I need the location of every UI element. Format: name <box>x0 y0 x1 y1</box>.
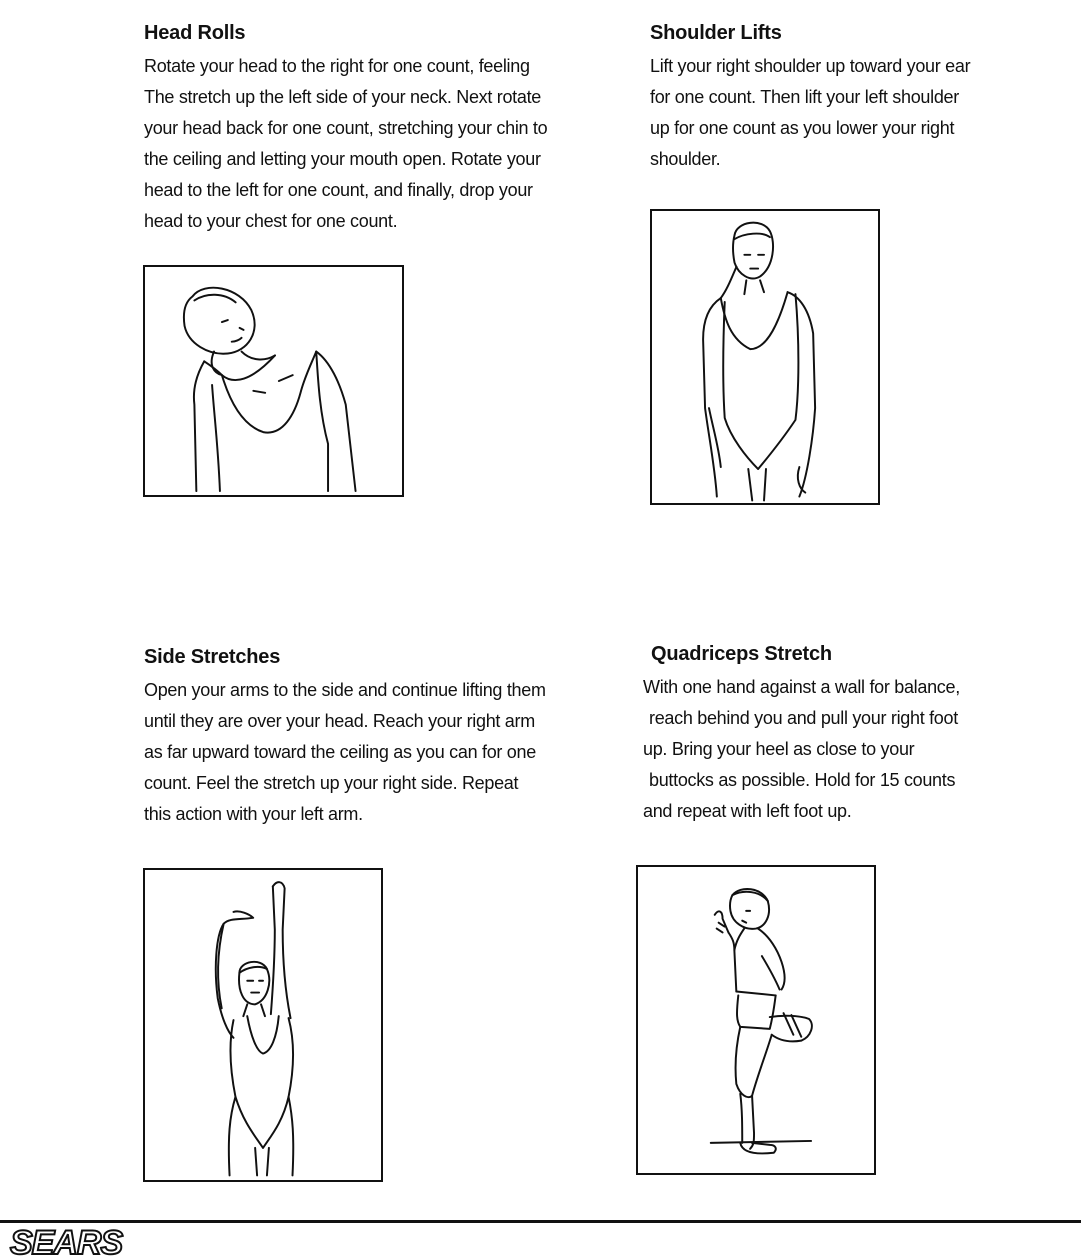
section-title: Side Stretches <box>144 646 281 668</box>
section-title: Head Rolls <box>144 22 246 44</box>
body-line: shoulder. <box>650 149 721 169</box>
body-line: head to your chest for one count. <box>144 211 398 231</box>
body-line: until they are over your head. Reach your right arm <box>144 711 535 731</box>
quadriceps-stretch-illustration <box>636 865 876 1175</box>
section-title: Shoulder Lifts <box>650 22 782 44</box>
quad-stretch-figure <box>638 867 874 1173</box>
shoulder-lift-figure <box>652 211 878 503</box>
section-title: Quadriceps Stretch <box>651 643 832 665</box>
body-line: With one hand against a wall for balance, <box>643 677 960 697</box>
section-body <box>144 675 546 830</box>
body-line: and repeat with left foot up. <box>643 801 852 821</box>
body-line: count. Feel the stretch up your right side. Repeat <box>144 773 519 793</box>
section-head-rolls <box>144 22 547 237</box>
body-line: reach behind you and pull your right foot <box>649 708 958 728</box>
shoulder-lifts-illustration <box>650 209 880 505</box>
body-line: the ceiling and letting your mouth open. Rotate your <box>144 149 541 169</box>
body-line: this action with your left arm. <box>144 804 363 824</box>
section-side-stretches <box>144 646 546 830</box>
body-line: Open your arms to the side and continue lifting them <box>144 680 546 700</box>
section-shoulder-lifts <box>650 22 970 175</box>
body-line: The stretch up the left side of your neck. Next rotate <box>144 87 542 107</box>
footer-rule <box>0 1220 1081 1223</box>
section-body <box>643 672 960 827</box>
sears-logo <box>8 1224 158 1258</box>
body-line: as far upward toward the ceiling as you can for one <box>144 742 536 762</box>
body-line: your head back for one count, stretching your chin to <box>144 118 548 138</box>
body-line: buttocks as possible. Hold for 15 counts <box>649 770 956 790</box>
head-rolls-illustration <box>143 265 404 497</box>
body-line: Lift your right shoulder up toward your ear <box>650 56 971 76</box>
section-quadriceps-stretch <box>643 643 960 827</box>
body-line: Rotate your head to the right for one count, feeling <box>144 56 530 76</box>
body-line: up. Bring your heel as close to your <box>643 739 915 759</box>
head-tilt-figure <box>145 267 402 495</box>
section-body <box>650 51 970 175</box>
body-line: up for one count as you lower your right <box>650 118 955 138</box>
section-body <box>144 51 547 237</box>
side-stretches-illustration <box>143 868 383 1182</box>
body-line: head to the left for one count, and finally, drop your <box>144 180 533 200</box>
body-line: for one count. Then lift your left shoulder <box>650 87 959 107</box>
side-stretch-figure <box>145 870 381 1180</box>
logo-text: SEARS <box>10 1224 123 1258</box>
